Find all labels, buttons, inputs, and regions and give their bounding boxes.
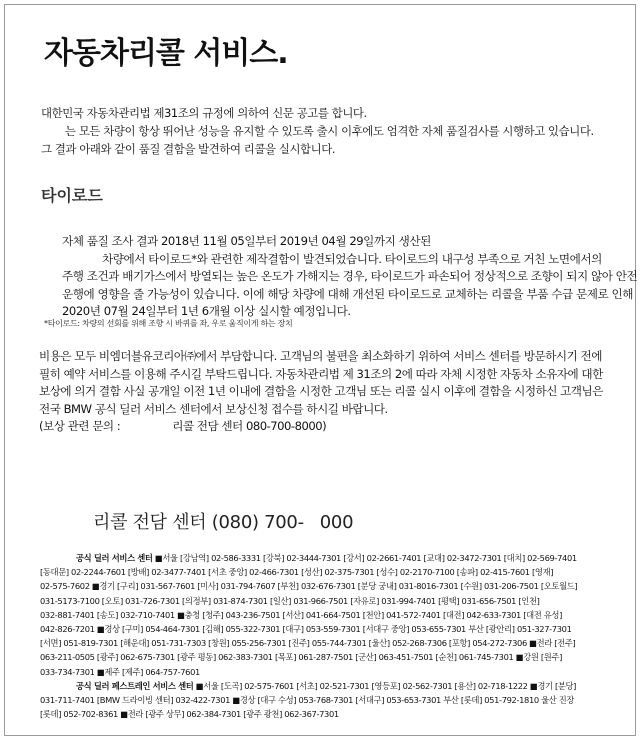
dealer-line-6: 042-826-7201 ■경상 [구미] 054-464-7301 [김해] 055-322-7301 [대구] 053-559-7301 [서대구 중앙] 053-655-7301 부산 [광안리] 051-327-7301: [40, 624, 572, 635]
body-line-1: [40, 679, 620, 693]
dealer-line-4: 031-5173-7100 [오토] 031-726-7301 [의정부] 031-874-7301 [일산] 031-966-7501 [자유로] 031-994-7401 [평택] 031-656-7501 [인천]: [40, 595, 540, 606]
body-line-1-text: ■서울 [도곡] 02-575-7601 [서초] 02-521-7301 [영등포] 02-562-7301 [용산] 02-718-1222 ■경기 [분당]: [195, 680, 577, 691]
intro-line-1: 대한민국 자동차관리법 제31조의 규정에 의하여 신문 공고를 합니다.: [41, 106, 367, 120]
body-line-3: [롯데] 052-702-8361 ■전라 [광주 상무] 062-384-7301 [광주 광천] 062-367-7301: [40, 709, 339, 720]
intro-paragraph: [41, 104, 601, 158]
section-title-tie-rod: 타이로드: [41, 186, 103, 205]
dealer-line-5: 032-881-7401 [송도] 032-710-7401 ■충청 [청주] 043-236-7501 [서산] 041-664-7501 [천안] 041-572-7401 [대전] 042-633-7301 [대전 유성]: [40, 609, 562, 620]
dealer-line-1: [40, 551, 620, 565]
tie-rod-footnote: *타이로드: 차량의 선회를 위해 조향 시 바퀴를 좌, 우로 움직이게 하는 장치: [44, 319, 293, 328]
inquiry-line: [39, 418, 609, 436]
intro-line-2: 는 모든 차량이 항상 뛰어난 성능을 유지할 수 있도록 출시 이후에도 엄격한 자체 품질검사를 시행하고 있습니다.: [65, 124, 594, 138]
tie-rod-description: [62, 233, 638, 321]
body-shop-label: 공식 딜러 페스트레인 서비스 센터: [76, 680, 194, 691]
inquiry-prefix: (보상 관련 문의 :: [39, 419, 121, 434]
page-title: 자동차리콜 서비스.: [44, 36, 288, 71]
tie-rod-line-1: 자체 품질 조사 결과 2018년 11월 05일부터 2019년 04월 29일까지 생산된: [62, 234, 431, 248]
body-line-2: 031-711-7401 [BMW 드라이빙 센터] 032-422-7301 ■경상 [대구 수성] 053-768-7301 [서대구] 053-653-7301 부산 [롯데] 051-792-1810 울산 진장: [40, 695, 575, 706]
dealer-line-8: 063-211-0505 [광주] 062-675-7301 [광주 평동] 062-383-7301 [목포] 061-287-7501 [군산] 063-451-7501 [순천] 061-745-7301 ■강원 [원주]: [40, 652, 562, 663]
cost-paragraph: [39, 348, 609, 436]
cost-line-2: 필히 예약 서비스를 이용해 주시길 부탁드립니다. 자동차관리법 제 31조의 2에 따라 자체 시정한 자동차 소유자에 대한: [39, 366, 603, 381]
intro-line-3: 그 결과 아래와 같이 품질 결함을 발견하여 리콜을 실시합니다.: [41, 142, 336, 156]
cost-line-1: 비용은 모두 비엠더블유코리아㈜에서 부담합니다. 고객님의 불편을 최소화하기 위하여 서비스 센터를 방문하시기 전에: [39, 349, 602, 363]
dealer-line-1-text: ■서울 [강남역] 02-586-3331 [강북] 02-3444-7301 [강서] 02-2661-7401 [교대] 02-3472-7301 [대치] 02-569-7401: [154, 553, 577, 563]
cost-line-3: 보상에 의거 결함 사실 공개일 이전 1년 이내에 결함을 시정한 고객님 또는 리콜 실시 이후에 결함을 시정하신 고객님은: [39, 384, 603, 399]
dealer-line-3: 02-575-7602 ■경기 [구리] 031-567-7601 [미사] 031-794-7607 [부천] 032-676-7301 [분당 궁내] 031-8016-7301 [수원] 031-206-7501 [오토월드]: [40, 581, 578, 592]
tie-rod-line-4: 운행에 영향을 줄 가능성이 있습니다. 이에 해당 차량에 대해 개선된 타이로드로 교체하는 리콜을 부품 수급 문제로 인해: [62, 286, 633, 301]
recall-center-suffix: 000: [319, 512, 354, 533]
dealer-line-2: [동대문] 02-2244-7601 [방배] 02-3477-7401 [서초 중앙] 02-466-7301 [성산] 02-375-7301 [성수] 02-2170-7100 [송파] 02-415-7601 [영재]: [40, 567, 554, 578]
recall-center-prefix: 리콜 전담 센터 (080) 700-: [93, 512, 304, 533]
inquiry-suffix: 리콜 전담 센터 080-700-8000): [172, 419, 327, 434]
tie-rod-line-3: 주행 조건과 배기가스에서 방열되는 높은 온도가 가해지는 경우, 타이로드가 파손되어 정상적으로 조향이 되지 않아 안전: [62, 269, 638, 284]
dealer-label: 공식 딜러 서비스 센터: [76, 553, 153, 563]
dealer-line-9: 033-734-7301 ■제주 [제주] 064-757-7601: [40, 666, 200, 677]
service-center-directory: [40, 551, 620, 721]
tie-rod-line-2: 차량에서 타이로드*와 관련한 제작결함이 발견되었습니다. 타이로드의 내구성 부족으로 거친 노면에서의: [102, 251, 602, 266]
dealer-line-7: [서면] 051-819-7301 [해운대] 051-731-7303 [창원] 055-256-7301 [진주] 055-744-7301 [울산] 052-268-7306 [포항] 054-272-7306 ■전라 [전주]: [40, 638, 576, 649]
tie-rod-line-5: 2020년 07월 24일부터 1년 6개월 이상 실시할 예정입니다.: [62, 304, 351, 319]
cost-line-4: 전국 BMW 공식 딜러 서비스 센터에서 보상신청 접수를 하시길 바랍니다.: [39, 401, 388, 416]
recall-center-label: [93, 508, 353, 534]
